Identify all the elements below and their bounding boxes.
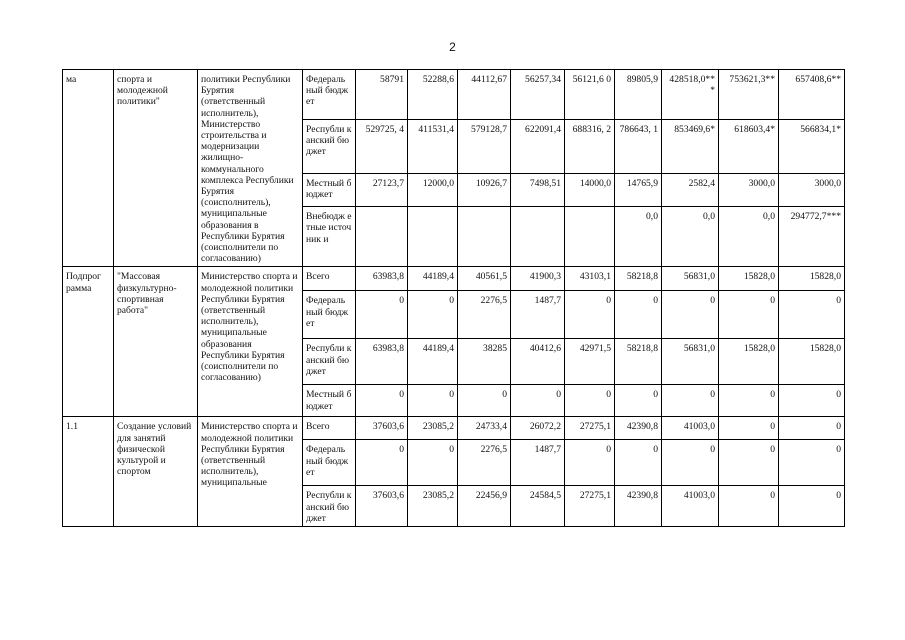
amount-cell: 0 [408, 291, 458, 339]
amount-cell: 0 [615, 291, 662, 339]
amount-cell: 15828,0 [719, 339, 779, 385]
amount-cell: 44189,4 [408, 267, 458, 291]
amount-cell: 0 [565, 291, 615, 339]
amount-cell [408, 207, 458, 267]
amount-cell: 2582,4 [662, 173, 719, 206]
amount-cell: 0 [565, 385, 615, 417]
amount-cell: 0 [779, 417, 845, 440]
amount-cell: 0 [719, 486, 779, 527]
amount-cell: 27275,1 [565, 486, 615, 527]
section-executors: политики Республики Бурятия (ответственный исполнитель), Министерство строительства и модернизации жилищно-коммунального комплекса Республики Бурятия (соисполнитель), муниципальные образования в Республики Бурятия (соисполнители по согласованию) [198, 70, 303, 267]
amount-cell: 10926,7 [458, 173, 511, 206]
amount-cell: 37603,6 [356, 417, 408, 440]
section-code: Подпрог рамма [63, 267, 114, 417]
amount-cell: 0 [408, 385, 458, 417]
section-title: "Массовая физкультурно-спортивная работа" [114, 267, 198, 417]
amount-cell: 58218,8 [615, 267, 662, 291]
funding-source: Всего [303, 417, 356, 440]
amount-cell: 0 [356, 440, 408, 486]
amount-cell: 23085,2 [408, 486, 458, 527]
amount-cell: 15828,0 [779, 339, 845, 385]
amount-cell: 41003,0 [662, 486, 719, 527]
funding-source: Местный бюджет [303, 173, 356, 206]
amount-cell: 3000,0 [719, 173, 779, 206]
section-title: спорта и молодежной политики" [114, 70, 198, 267]
amount-cell: 26072,2 [511, 417, 565, 440]
amount-cell: 7498,51 [511, 173, 565, 206]
amount-cell: 0 [662, 385, 719, 417]
amount-cell: 2276,5 [458, 291, 511, 339]
amount-cell: 56121,6 0 [565, 70, 615, 120]
amount-cell: 657408,6** [779, 70, 845, 120]
amount-cell: 56831,0 [662, 339, 719, 385]
amount-cell: 12000,0 [408, 173, 458, 206]
amount-cell: 56831,0 [662, 267, 719, 291]
amount-cell: 42971,5 [565, 339, 615, 385]
amount-cell: 58218,8 [615, 339, 662, 385]
amount-cell: 0 [565, 440, 615, 486]
table-row [63, 417, 845, 440]
amount-cell: 23085,2 [408, 417, 458, 440]
amount-cell: 0 [719, 291, 779, 339]
amount-cell: 27275,1 [565, 417, 615, 440]
amount-cell: 3000,0 [779, 173, 845, 206]
table-row [63, 267, 845, 291]
amount-cell: 688316, 2 [565, 119, 615, 173]
funding-source: Федераль ный бюджет [303, 440, 356, 486]
amount-cell: 40561,5 [458, 267, 511, 291]
section-code: 1.1 [63, 417, 114, 527]
amount-cell: 1487,7 [511, 440, 565, 486]
amount-cell: 0 [719, 440, 779, 486]
amount-cell: 0,0 [662, 207, 719, 267]
amount-cell: 41900,3 [511, 267, 565, 291]
amount-cell [565, 207, 615, 267]
amount-cell: 0 [356, 385, 408, 417]
section-executors: Министерство спорта и молодежной политики Республики Бурятия (ответственный исполнитель), муниципальные [198, 417, 303, 527]
amount-cell: 2276,5 [458, 440, 511, 486]
amount-cell: 27123,7 [356, 173, 408, 206]
amount-cell: 14765,9 [615, 173, 662, 206]
amount-cell: 0 [408, 440, 458, 486]
amount-cell: 411531,4 [408, 119, 458, 173]
amount-cell: 24584,5 [511, 486, 565, 527]
amount-cell: 38285 [458, 339, 511, 385]
amount-cell: 0 [458, 385, 511, 417]
amount-cell: 0 [615, 385, 662, 417]
amount-cell: 24733,4 [458, 417, 511, 440]
section-executors: Министерство спорта и молодежной политики Республики Бурятия (ответственный исполнитель), муниципальные образования Республики Бурятия (соисполнители по согласованию) [198, 267, 303, 417]
amount-cell: 0 [719, 385, 779, 417]
amount-cell: 42390,8 [615, 486, 662, 527]
amount-cell: 40412,6 [511, 339, 565, 385]
amount-cell: 579128,7 [458, 119, 511, 173]
funding-source: Всего [303, 267, 356, 291]
amount-cell: 15828,0 [779, 267, 845, 291]
amount-cell: 37603,6 [356, 486, 408, 527]
amount-cell: 0 [779, 486, 845, 527]
amount-cell: 52288,6 [408, 70, 458, 120]
amount-cell: 618603,4* [719, 119, 779, 173]
amount-cell: 294772,7*** [779, 207, 845, 267]
amount-cell: 428518,0** * [662, 70, 719, 120]
amount-cell: 0 [615, 440, 662, 486]
budget-table [62, 69, 845, 527]
amount-cell: 14000,0 [565, 173, 615, 206]
amount-cell: 1487,7 [511, 291, 565, 339]
amount-cell: 63983,8 [356, 339, 408, 385]
amount-cell [511, 207, 565, 267]
amount-cell: 89805,9 [615, 70, 662, 120]
table-row [63, 70, 845, 120]
page-number: 2 [449, 40, 456, 54]
amount-cell: 0 [779, 291, 845, 339]
amount-cell: 622091,4 [511, 119, 565, 173]
amount-cell: 63983,8 [356, 267, 408, 291]
amount-cell: 786643, 1 [615, 119, 662, 173]
section-code: ма [63, 70, 114, 267]
amount-cell: 0 [356, 291, 408, 339]
amount-cell: 0 [779, 440, 845, 486]
amount-cell: 56257,34 [511, 70, 565, 120]
funding-source: Федераль ный бюджет [303, 70, 356, 120]
funding-source: Местный бюджет [303, 385, 356, 417]
amount-cell: 44112,67 [458, 70, 511, 120]
amount-cell [458, 207, 511, 267]
amount-cell: 15828,0 [719, 267, 779, 291]
amount-cell: 0 [719, 417, 779, 440]
amount-cell: 853469,6* [662, 119, 719, 173]
amount-cell: 0 [662, 291, 719, 339]
amount-cell: 0 [662, 440, 719, 486]
funding-source: Республи канский бюджет [303, 339, 356, 385]
amount-cell: 58791 [356, 70, 408, 120]
amount-cell: 42390,8 [615, 417, 662, 440]
amount-cell: 0,0 [615, 207, 662, 267]
amount-cell: 44189,4 [408, 339, 458, 385]
amount-cell: 529725, 4 [356, 119, 408, 173]
amount-cell: 22456,9 [458, 486, 511, 527]
funding-source: Федераль ный бюджет [303, 291, 356, 339]
amount-cell [356, 207, 408, 267]
amount-cell: 0 [511, 385, 565, 417]
amount-cell: 0,0 [719, 207, 779, 267]
amount-cell: 0 [779, 385, 845, 417]
amount-cell: 41003,0 [662, 417, 719, 440]
section-title: Создание условий для занятий физической культурой и спортом [114, 417, 198, 527]
funding-source: Внебюдж етные источник и [303, 207, 356, 267]
amount-cell: 566834,1* [779, 119, 845, 173]
amount-cell: 753621,3** [719, 70, 779, 120]
amount-cell: 43103,1 [565, 267, 615, 291]
funding-source: Республи канский бюджет [303, 486, 356, 527]
funding-source: Республи канский бюджет [303, 119, 356, 173]
